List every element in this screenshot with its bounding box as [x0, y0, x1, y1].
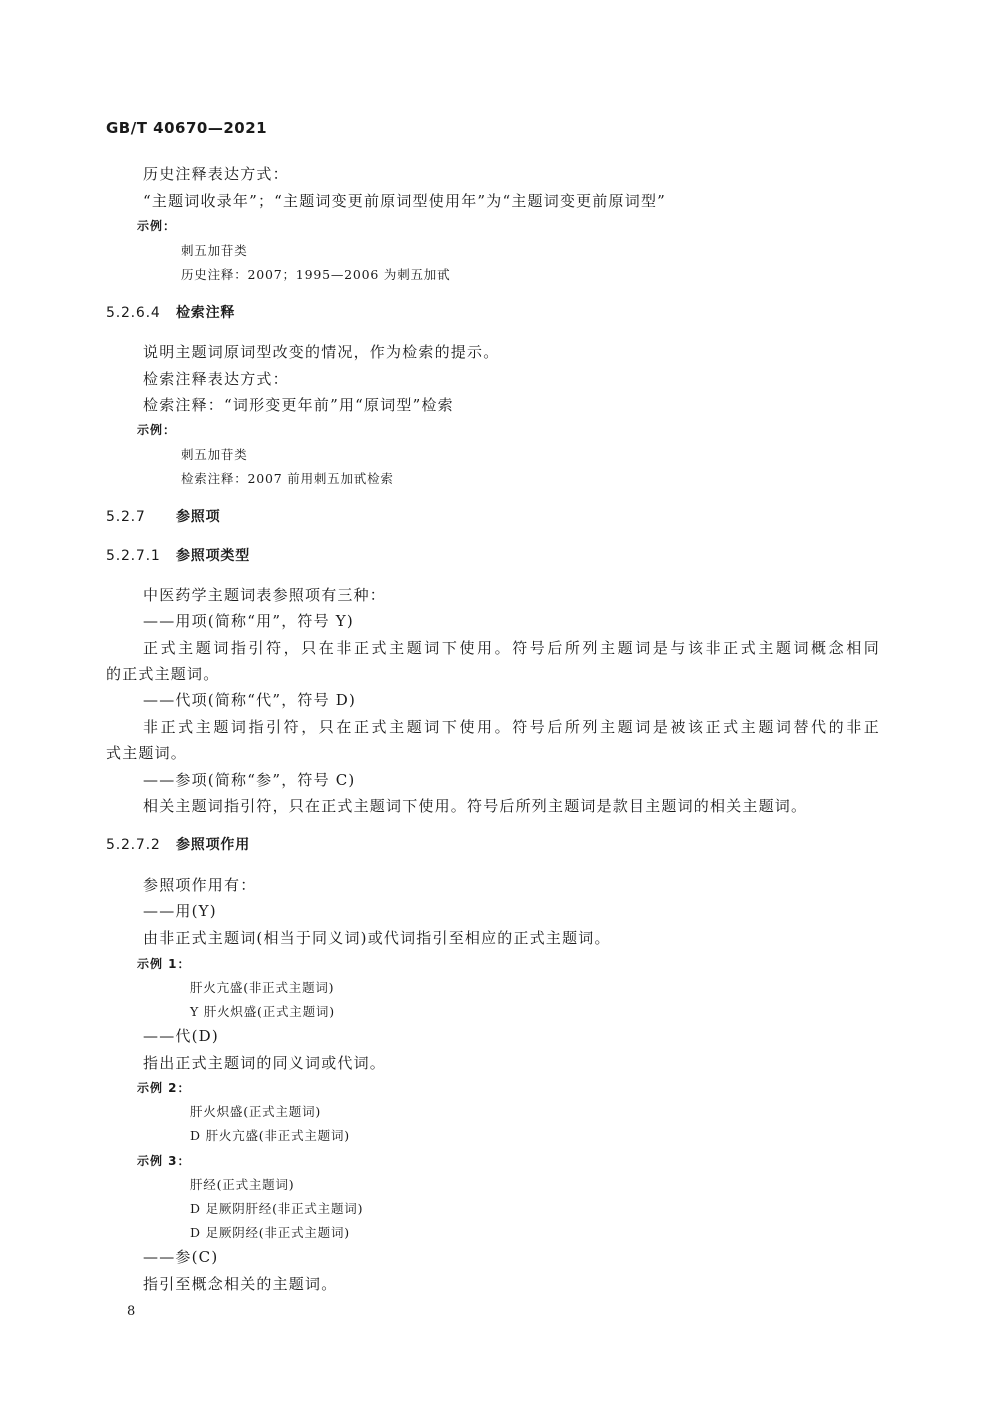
- search-expression-format: 检索注释：“词形变更年前”用“原词型”检索: [143, 396, 454, 414]
- function-c-description: 指引至概念相关的主题词。: [143, 1275, 338, 1293]
- function-d-item: ——代(D): [143, 1027, 219, 1045]
- section-5-2-6-4-heading: [106, 306, 235, 320]
- search-expression-title: 检索注释表达方式：: [143, 370, 289, 388]
- example-3-line: D 足厥阴肝经(非正式主题词): [190, 1201, 364, 1216]
- type-d-description-cont: 式主题词。: [106, 744, 188, 762]
- section-number: 5.2.7: [106, 509, 146, 525]
- functions-intro: 参照项作用有：: [143, 876, 257, 894]
- type-c-description: 相关主题词指引符，只在正式主题词下使用。符号后所列主题词是款目主题词的相关主题词。: [143, 797, 808, 815]
- type-y-description: 正式主题词指引符，只在非正式主题词下使用。符号后所列主题词是与该非正式主题词概念相同: [143, 639, 880, 657]
- section-number: 5.2.7.2: [106, 837, 161, 853]
- function-y-description: 由非正式主题词(相当于同义词)或代词指引至相应的正式主题词。: [143, 929, 611, 947]
- example-history-note: 历史注释：2007；1995—2006 为刺五加甙: [181, 267, 451, 282]
- function-y-item: ——用(Y): [143, 902, 217, 920]
- type-y-description-cont: 的正式主题词。: [106, 665, 220, 683]
- example-1-line: Y 肝火炽盛(正式主题词): [190, 1004, 335, 1019]
- type-d-description: 非正式主题词指引符，只在正式主题词下使用。符号后所列主题词是被该正式主题词替代的非正: [143, 718, 880, 736]
- standard-code-header: GB/T 40670—2021: [106, 119, 268, 137]
- history-expression-format: “主题词收录年”；“主题词变更前原词型使用年”为“主题词变更前原词型”: [143, 192, 667, 210]
- example-2-line: D 肝火亢盛(非正式主题词): [190, 1128, 350, 1143]
- section-5-2-7-heading: [106, 510, 220, 524]
- section-title: 参照项类型: [176, 548, 250, 564]
- example-3-line: 肝经(正式主题词): [190, 1177, 295, 1192]
- example-1-label: 示例 1：: [137, 957, 191, 971]
- example-2-line: 肝火炽盛(正式主题词): [190, 1104, 322, 1119]
- type-c-item: ——参项(简称“参”，符号 C): [143, 771, 356, 789]
- function-c-item: ——参(C): [143, 1248, 219, 1266]
- search-note-description: 说明主题词原词型改变的情况，作为检索的提示。: [143, 343, 500, 361]
- example-1-line: 肝火亢盛(非正式主题词): [190, 980, 335, 995]
- example-label: 示例：: [137, 219, 177, 233]
- section-number: 5.2.6.4: [106, 305, 161, 321]
- section-5-2-7-2-heading: [106, 838, 250, 852]
- section-5-2-7-1-heading: [106, 549, 250, 563]
- example-term: 刺五加苷类: [181, 243, 248, 258]
- history-expression-title: 历史注释表达方式：: [143, 165, 289, 183]
- example-3-line: D 足厥阴经(非正式主题词): [190, 1225, 350, 1240]
- types-intro: 中医药学主题词表参照项有三种：: [143, 586, 387, 604]
- section-title: 检索注释: [176, 305, 236, 321]
- section-title: 参照项作用: [176, 837, 250, 853]
- type-d-item: ——代项(简称“代”，符号 D): [143, 691, 357, 709]
- example-3-label: 示例 3：: [137, 1154, 191, 1168]
- example-label: 示例：: [137, 423, 177, 437]
- example-2-label: 示例 2：: [137, 1081, 191, 1095]
- function-d-description: 指出正式主题词的同义词或代词。: [143, 1054, 387, 1072]
- example-term: 刺五加苷类: [181, 447, 248, 462]
- example-search-note: 检索注释：2007 前用刺五加甙检索: [181, 471, 394, 486]
- page-number: 8: [127, 1304, 136, 1319]
- section-number: 5.2.7.1: [106, 548, 161, 564]
- type-y-item: ——用项(简称“用”，符号 Y): [143, 612, 354, 630]
- section-title: 参照项: [176, 509, 221, 525]
